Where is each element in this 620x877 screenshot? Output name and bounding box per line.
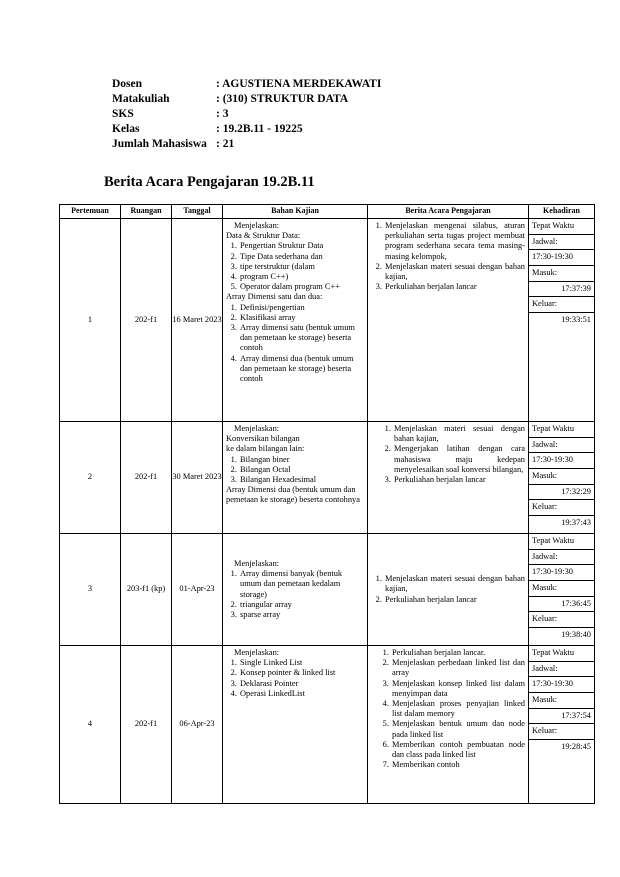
cell-berita-acara (368, 219, 529, 422)
kehadiran-keluar-label: Keluar: (529, 724, 594, 740)
list-item: 4. program C++) (239, 272, 364, 282)
info-row-matakuliah (112, 92, 381, 107)
kehadiran-keluar-label: Keluar: (529, 500, 594, 516)
kehadiran-masuk-label: Masuk: (529, 266, 594, 282)
header-berita-acara: Berita Acara Pengajaran (368, 205, 529, 219)
info-row-kelas (112, 122, 381, 137)
cell-kehadiran (529, 219, 595, 422)
list-item: 3. Bilangan Hexadesimal (239, 475, 364, 485)
cell-tanggal: 30 Maret 2023 (172, 422, 223, 534)
header-kehadiran: Kehadiran (529, 205, 595, 219)
kehadiran-masuk: 17:37:54 (529, 709, 594, 725)
list-item: 2. Tipe Data sederhana dan (239, 252, 364, 262)
list-item: 1. Menjelaskan materi sesuai dengan bahan kajian, (384, 574, 525, 594)
page-title: Berita Acara Pengajaran 19.2B.11 (104, 174, 315, 190)
cell-ruangan: 202-f1 (121, 219, 172, 422)
cell-berita-acara (368, 422, 529, 534)
info-row-jumlah (112, 137, 381, 152)
list-item: 4. Array dimensi dua (bentuk umum dan pemetaan ke storage) beserta contoh (239, 354, 364, 385)
acara-list (371, 648, 525, 770)
list-item: 4. Operasi LinkedList (239, 689, 364, 699)
kehadiran-jadwal-label: Jadwal: (529, 235, 594, 251)
kajian-intro: Menjelaskan: (234, 558, 280, 568)
header-bahan-kajian: Bahan Kajian (223, 205, 368, 219)
list-item: 2. triangular array (239, 600, 364, 610)
list-item: 2. Klasifikasi array (239, 313, 364, 323)
kajian-intro: Menjelaskan: (234, 221, 280, 230)
cell-ruangan: 203-f1 (kp) (121, 534, 172, 646)
kehadiran-tepat: Tepat Waktu (529, 646, 594, 662)
kehadiran-jadwal: 17:30-19:30 (529, 677, 594, 693)
kehadiran-jadwal: 17:30-19:30 (529, 565, 594, 581)
list-item: 1. Menjelaskan mengenai silabus, aturan perkuliahan serta tugas project membuat program sederhana secara tema masing-masing kelompok, (384, 221, 525, 262)
info-value: : 3 (216, 108, 229, 120)
info-label: SKS (112, 108, 134, 120)
header-pertemuan: Pertemuan (60, 205, 121, 219)
list-item: 1. Bilangan biner (239, 455, 364, 465)
kajian-list (226, 303, 364, 385)
table-row (60, 534, 595, 646)
table-row (60, 422, 595, 534)
cell-kehadiran (529, 422, 595, 534)
kehadiran-keluar: 19:33:51 (561, 315, 591, 325)
list-item: 1. Array dimensi banyak (bentuk umum dan pemetaan kedalam storage) (239, 569, 364, 600)
list-item: 2. Bilangan Octal (239, 465, 364, 475)
kajian-heading: ke dalam bilangan lain: (226, 444, 305, 454)
kehadiran-masuk-label: Masuk: (529, 693, 594, 709)
acara-list (371, 574, 525, 605)
cell-bahan-kajian (223, 646, 368, 804)
kajian-intro: Menjelaskan: (234, 424, 280, 433)
kehadiran-box (529, 422, 594, 531)
kehadiran-box (529, 646, 594, 755)
table-row (60, 646, 595, 804)
kajian-list (226, 569, 364, 620)
list-item: 6. Memberikan contoh pembuatan node dan class pada linked list (391, 740, 525, 760)
list-item: 3. Perkuliahan berjalan lancar (393, 475, 525, 485)
kajian-heading: Array Dimensi dua (bentuk umum dan pemetaan ke storage) beserta contohnya (226, 485, 360, 505)
kajian-heading: Array Dimensi satu dan dua: (226, 292, 323, 302)
cell-ruangan: 202-f1 (121, 646, 172, 804)
list-item: 1. Single Linked List (239, 658, 364, 668)
kehadiran-jadwal-label: Jadwal: (529, 662, 594, 678)
acara-list (371, 424, 525, 485)
list-item: 2. Perkuliahan berjalan lancar (384, 595, 525, 605)
cell-ruangan: 202-f1 (121, 422, 172, 534)
list-item: 3. Array dimensi satu (bentuk umum dan pemetaan ke storage) beserta contoh (239, 323, 364, 354)
acara-list (371, 221, 525, 292)
kehadiran-masuk-label: Masuk: (529, 469, 594, 485)
list-item: 4. Menjelaskan proses penyajian linked list dalam memory (391, 699, 525, 719)
cell-bahan-kajian (223, 219, 368, 422)
list-item: 1. Menjelaskan materi sesuai dengan bahan kajian, (393, 424, 525, 444)
list-item: 1. Perkuliahan berjalan lancar. (391, 648, 525, 658)
info-value: : 21 (216, 138, 235, 150)
list-item: 1. Pengertian Struktur Data (239, 241, 364, 251)
header-tanggal: Tanggal (172, 205, 223, 219)
kehadiran-keluar-label: Keluar: (529, 297, 594, 313)
list-item: 2. Mengerjakan latihan dengan cara mahasiswa maju kedepan menyelesaikan soal konversi bilangan, (393, 444, 525, 475)
kajian-heading: Data & Struktur Data: (226, 231, 301, 241)
cell-pertemuan: 3 (60, 534, 121, 646)
cell-tanggal: 06-Apr-23 (172, 646, 223, 804)
list-item: 5. Operator dalam program C++ (239, 282, 364, 292)
kehadiran-masuk-label: Masuk: (529, 581, 594, 597)
header-ruangan: Ruangan (121, 205, 172, 219)
kehadiran-jadwal: 17:30-19:30 (529, 250, 594, 266)
kehadiran-keluar: 19:37:43 (561, 518, 591, 528)
cell-berita-acara (368, 534, 529, 646)
list-item: 7. Memberikan contoh (391, 760, 525, 770)
list-item: 3. Deklarasi Pointer (239, 679, 364, 689)
table-header-row (60, 205, 595, 219)
berita-acara-table (59, 204, 595, 804)
info-value: : AGUSTIENA MERDEKAWATI (216, 78, 382, 90)
kehadiran-masuk: 17:37:39 (529, 282, 594, 298)
kajian-list (226, 658, 364, 699)
list-item: 3. tipe terstruktur (dalam (239, 262, 364, 272)
cell-pertemuan: 2 (60, 422, 121, 534)
kajian-intro: Menjelaskan: (234, 648, 280, 657)
course-info (112, 77, 381, 152)
info-value: : 19.2B.11 - 19225 (216, 123, 303, 135)
kehadiran-keluar-label: Keluar: (529, 612, 594, 628)
kehadiran-tepat: Tepat Waktu (529, 422, 594, 438)
cell-kehadiran (529, 534, 595, 646)
table-row (60, 219, 595, 422)
list-item: 2. Menjelaskan perbedaan linked list dan array (391, 658, 525, 678)
list-item: 2. Menjelaskan materi sesuai dengan bahan kajian, (384, 262, 525, 282)
list-item: 3. Menjelaskan konsep linked list dalam menyimpan data (391, 679, 525, 699)
cell-tanggal: 01-Apr-23 (172, 534, 223, 646)
list-item: 2. Konsep pointer & linked list (239, 668, 364, 678)
list-item: 5. Menjelaskan bentuk umum dan node pada linked list (391, 719, 525, 739)
list-item: 3. Perkuliahan berjalan lancar (384, 282, 525, 292)
kehadiran-tepat: Tepat Waktu (529, 219, 594, 235)
kehadiran-masuk: 17:36:45 (529, 597, 594, 613)
kehadiran-keluar: 19:28:45 (561, 742, 591, 752)
kehadiran-jadwal: 17:30-19:30 (529, 453, 594, 469)
info-label: Kelas (112, 123, 140, 135)
cell-tanggal: 16 Maret 2023 (172, 219, 223, 422)
kehadiran-keluar: 19:38:40 (561, 630, 591, 640)
kajian-heading: Konversikan bilangan (226, 434, 300, 444)
cell-berita-acara (368, 646, 529, 804)
list-item: 3. sparse array (239, 610, 364, 620)
cell-pertemuan: 4 (60, 646, 121, 804)
kehadiran-box (529, 534, 594, 643)
info-label: Matakuliah (112, 93, 170, 105)
list-item: 1. Definisi/pengertian (239, 303, 364, 313)
kehadiran-jadwal-label: Jadwal: (529, 438, 594, 454)
kehadiran-masuk: 17:32:29 (529, 485, 594, 501)
kehadiran-tepat: Tepat Waktu (529, 534, 594, 550)
kajian-list (226, 455, 364, 486)
info-label: Dosen (112, 78, 143, 90)
kajian-list (226, 241, 364, 292)
kehadiran-jadwal-label: Jadwal: (529, 550, 594, 566)
info-row-sks (112, 107, 381, 122)
info-value: : (310) STRUKTUR DATA (216, 93, 349, 105)
cell-bahan-kajian (223, 534, 368, 646)
info-label: Jumlah Mahasiswa (112, 138, 207, 150)
info-row-dosen (112, 77, 381, 92)
kehadiran-box (529, 219, 594, 328)
cell-bahan-kajian (223, 422, 368, 534)
cell-kehadiran (529, 646, 595, 804)
cell-pertemuan: 1 (60, 219, 121, 422)
